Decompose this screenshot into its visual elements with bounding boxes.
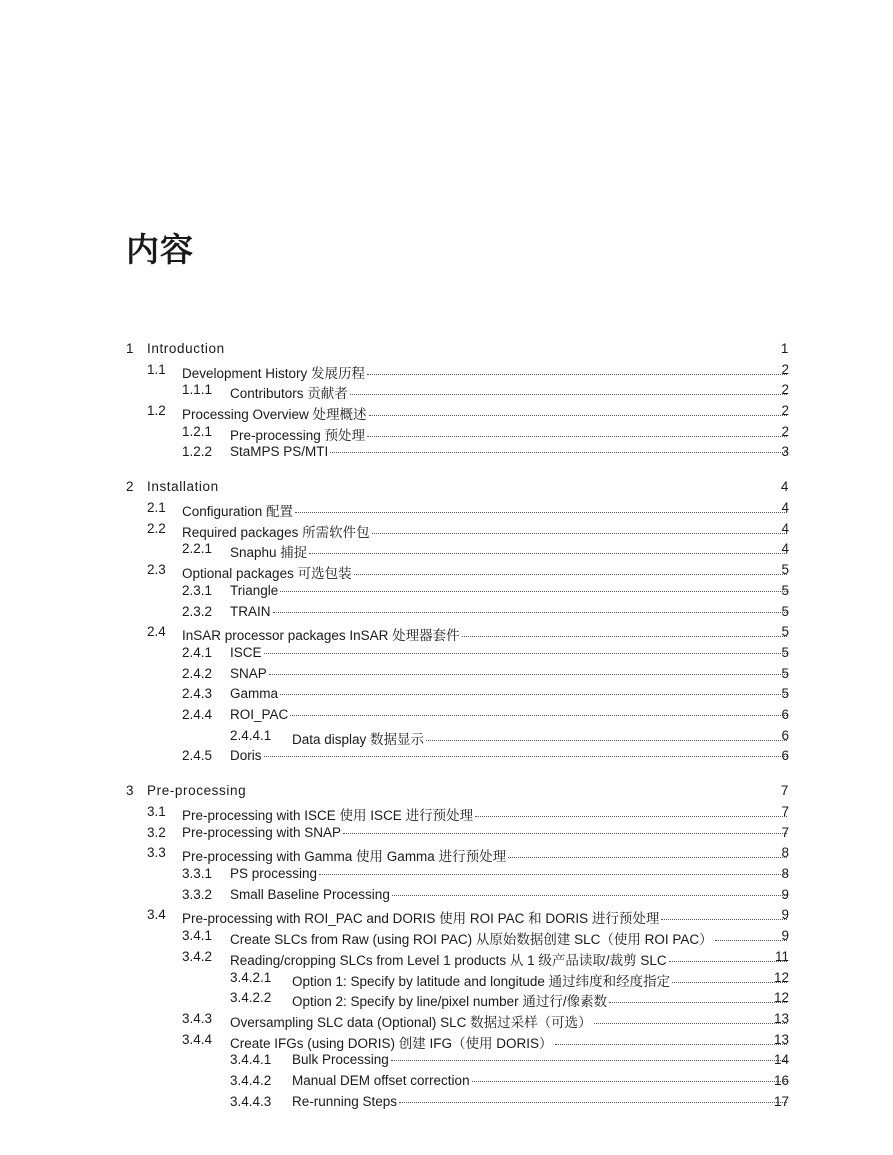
- toc-chapter-row[interactable]: [0, 339, 893, 360]
- toc-entry-title[interactable]: Create SLCs from Raw (using ROI PAC) 从原始数据创建 SLC（使用 ROI PAC）: [230, 932, 713, 948]
- toc-entry-title[interactable]: Required packages 所需软件包: [182, 524, 370, 540]
- dot-leader: [295, 512, 787, 513]
- toc-entry-row[interactable]: [0, 905, 893, 926]
- toc-page-number[interactable]: 12: [773, 969, 789, 985]
- toc-entry-number: 3.1: [147, 804, 166, 820]
- toc-entry-row[interactable]: [0, 380, 893, 401]
- toc-entry-title[interactable]: Data display 数据显示: [292, 731, 425, 747]
- toc-entry-row[interactable]: [0, 705, 893, 726]
- toc-entry-title[interactable]: Processing Overview 处理概述: [182, 407, 367, 423]
- toc-entry-title-line: [230, 541, 788, 561]
- toc-entry-title[interactable]: Pre-processing 预处理: [230, 427, 366, 443]
- toc-entry-row[interactable]: [0, 519, 893, 540]
- dot-leader: [609, 1002, 787, 1003]
- toc-page-number[interactable]: 5: [781, 624, 789, 640]
- dot-leader: [367, 374, 787, 375]
- toc-page-number[interactable]: 9: [781, 928, 789, 944]
- toc-entry-row[interactable]: [0, 843, 893, 864]
- toc-entry-row[interactable]: [0, 442, 893, 463]
- toc-entry-number: 2.3: [147, 562, 166, 578]
- toc-entry-title-line: [292, 1094, 788, 1109]
- toc-chapter-row[interactable]: [0, 477, 893, 498]
- toc-entry-title-line: [230, 887, 788, 902]
- toc-entry-title-line: [292, 990, 788, 1010]
- toc-entry-title[interactable]: Installation: [147, 479, 219, 495]
- dot-leader: [399, 1102, 787, 1103]
- toc-entry-number: 3.4.4.2: [230, 1072, 272, 1088]
- toc-entry-number: 2.4.4: [182, 706, 213, 722]
- dot-leader: [280, 694, 787, 695]
- toc-entry-title[interactable]: Snaphu 捕捉: [230, 545, 308, 561]
- toc-entry-title[interactable]: Pre-processing with ISCE 使用 ISCE 进行预处理: [182, 808, 474, 824]
- toc-page-number[interactable]: 12: [773, 990, 789, 1006]
- toc-page-number[interactable]: 5: [781, 603, 789, 619]
- toc-entry-number: 2.4.4.1: [230, 727, 272, 743]
- toc-entry-row[interactable]: [0, 602, 893, 623]
- toc-entry-title-line: [182, 521, 788, 541]
- toc-entry-number: 2.4.3: [182, 686, 213, 702]
- toc-page-number[interactable]: 6: [781, 748, 789, 764]
- toc-entry-number: 3.3.2: [182, 886, 213, 902]
- toc-page-number[interactable]: 5: [781, 686, 789, 702]
- toc-entry-number: 2.3.2: [182, 603, 213, 619]
- toc-entry-number: 3.3: [147, 845, 166, 861]
- dot-leader: [555, 1044, 787, 1045]
- dot-leader: [372, 533, 787, 534]
- dot-leader: [280, 591, 787, 592]
- dot-leader: [472, 1081, 787, 1082]
- toc-page-number[interactable]: 8: [781, 845, 789, 861]
- toc-entry-title-line: [182, 362, 788, 382]
- dot-leader: [273, 612, 788, 613]
- toc-entry-number: 2.2.1: [182, 541, 213, 557]
- toc-entry-title[interactable]: PS processing: [230, 866, 318, 882]
- toc-entry-title[interactable]: Re-running Steps: [292, 1093, 398, 1109]
- toc-entry-title[interactable]: SNAP: [230, 665, 267, 681]
- toc-entry-title[interactable]: Pre-processing with Gamma 使用 Gamma 进行预处理: [182, 849, 507, 865]
- dot-leader: [669, 961, 787, 962]
- toc-page-number[interactable]: 3: [781, 444, 789, 460]
- toc-entry-row[interactable]: [0, 422, 893, 443]
- toc-entry-title[interactable]: Create IFGs (using DORIS) 创建 IFG（使用 DORIS）: [230, 1035, 553, 1051]
- toc-entry-number: 2.4.5: [182, 748, 213, 764]
- toc-entry-title[interactable]: Gamma: [230, 686, 279, 702]
- toc-entry-title-line: [230, 424, 788, 444]
- toc-entry-number: 2.2: [147, 520, 166, 536]
- toc-entry-row[interactable]: [0, 622, 893, 643]
- toc-entry-row[interactable]: [0, 823, 893, 844]
- dot-leader: [319, 874, 787, 875]
- toc-entry-title[interactable]: Small Baseline Processing: [230, 886, 390, 902]
- toc-entry-title[interactable]: Optional packages 可选包装: [182, 566, 352, 582]
- toc-entry-number: 1.2.1: [182, 423, 213, 439]
- toc-entry-row[interactable]: [0, 947, 893, 968]
- toc-entry-title-line: [182, 403, 788, 423]
- dot-leader: [715, 940, 787, 941]
- dot-leader: [309, 553, 787, 554]
- toc-entry-row[interactable]: [0, 746, 893, 767]
- page-title: 内容: [126, 230, 194, 269]
- toc-entry-title-line: [230, 444, 788, 459]
- toc-page-number[interactable]: 7: [781, 804, 789, 820]
- dot-leader: [462, 636, 787, 637]
- toc-entry-number: 1.2.2: [182, 444, 213, 460]
- toc-page-number[interactable]: 11: [774, 948, 789, 964]
- toc-entry-number: 2.4: [147, 624, 166, 640]
- toc-entry-number: 3.2: [147, 824, 166, 840]
- toc-page-number[interactable]: 5: [781, 562, 789, 578]
- toc-entry-number: 3.4.4: [182, 1031, 213, 1047]
- toc-entry-number: 2.1: [147, 500, 166, 516]
- toc-page-number[interactable]: 6: [781, 727, 789, 743]
- dot-leader: [391, 1060, 787, 1061]
- dot-leader: [354, 574, 787, 575]
- toc-entry-title-line: [147, 783, 788, 798]
- dot-leader: [269, 674, 787, 675]
- dot-leader: [264, 653, 787, 654]
- dot-leader: [367, 436, 787, 437]
- toc-page-number[interactable]: 6: [781, 706, 789, 722]
- toc-page-number[interactable]: 1: [780, 341, 789, 356]
- toc-entry-title-line: [230, 1032, 788, 1052]
- toc-entry-title[interactable]: Oversampling SLC data (Optional) SLC 数据过采样（可选）: [230, 1014, 592, 1030]
- toc-entry-title[interactable]: Triangle: [230, 582, 279, 598]
- toc-entry-number: 3.4.4.1: [230, 1052, 272, 1068]
- toc-entry-row[interactable]: [0, 726, 893, 747]
- toc-entry-title-line: [230, 748, 788, 763]
- toc-entry-title-line: [292, 728, 788, 748]
- toc-entry-row[interactable]: [0, 968, 893, 989]
- toc-page-number[interactable]: 5: [781, 582, 789, 598]
- toc-entry-row[interactable]: [0, 360, 893, 381]
- toc-entry-title[interactable]: Contributors 贡献者: [230, 386, 348, 402]
- toc-page-number[interactable]: 5: [781, 644, 789, 660]
- toc-entry-title-line: [182, 825, 788, 840]
- toc-entry-number: 1: [126, 341, 135, 356]
- toc-entry-title-line: [230, 928, 788, 948]
- toc-entry-title[interactable]: Introduction: [147, 341, 225, 356]
- toc-entry-row[interactable]: [0, 1071, 893, 1092]
- toc-entry-row[interactable]: [0, 498, 893, 519]
- toc-page-number[interactable]: 17: [773, 1093, 789, 1109]
- toc-entry-title[interactable]: Doris: [230, 748, 262, 764]
- toc-entry-title-line: [182, 562, 788, 582]
- toc-entry-row[interactable]: [0, 885, 893, 906]
- toc-page-number[interactable]: 13: [773, 1031, 789, 1047]
- toc-entry-title-line: [230, 583, 788, 598]
- toc-entry-number: 3.3.1: [182, 866, 213, 882]
- dot-leader: [369, 415, 787, 416]
- toc-entry-row[interactable]: [0, 539, 893, 560]
- toc-entry-title-line: [230, 1011, 788, 1031]
- toc-page-number[interactable]: 14: [773, 1052, 789, 1068]
- toc-page-number[interactable]: 9: [781, 907, 789, 923]
- dot-leader: [672, 982, 787, 983]
- toc-entry-number: 1.1.1: [182, 382, 213, 398]
- dot-leader: [290, 715, 787, 716]
- toc-page-number[interactable]: 4: [781, 520, 789, 536]
- toc-entry-number: 3.4.2: [182, 948, 213, 964]
- toc-entry-title[interactable]: ROI_PAC: [230, 706, 289, 722]
- toc-entry-title-line: [182, 500, 788, 520]
- toc-entry-title[interactable]: Option 1: Specify by latitude and longitude 通过纬度和经度指定: [292, 973, 671, 989]
- toc-chapter-row[interactable]: [0, 781, 893, 802]
- toc-entry-row[interactable]: [0, 1092, 893, 1113]
- toc-page-number[interactable]: 7: [781, 824, 789, 840]
- dot-leader: [508, 857, 787, 858]
- toc-entry-row[interactable]: [0, 926, 893, 947]
- toc-entry-row[interactable]: [0, 802, 893, 823]
- toc-page-number[interactable]: 4: [780, 479, 789, 495]
- toc-entry-title-line: [147, 341, 788, 356]
- toc-entry-row[interactable]: [0, 1009, 893, 1030]
- toc-entry-title-line: [182, 804, 788, 824]
- toc-entry-number: 3.4.2.1: [230, 969, 272, 985]
- toc-entry-title[interactable]: StaMPS PS/MTI: [230, 444, 329, 460]
- toc-entry-title-line: [230, 604, 788, 619]
- toc-entry-title-line: [230, 707, 788, 722]
- toc-entry-number: 1.1: [147, 361, 166, 377]
- toc-page-number[interactable]: 4: [781, 541, 789, 557]
- toc-entry-number: 2.3.1: [182, 582, 213, 598]
- toc-page-number[interactable]: 2: [781, 403, 789, 419]
- toc-entry-number: 3.4.3: [182, 1010, 213, 1026]
- toc-page-number[interactable]: 13: [773, 1010, 789, 1026]
- toc-entry-title-line: [230, 666, 788, 681]
- toc-entry-row[interactable]: [0, 684, 893, 705]
- toc-entry-title-line: [230, 866, 788, 881]
- toc-entry-title[interactable]: Development History 发展历程: [182, 365, 366, 381]
- toc-entry-title-line: [147, 479, 788, 494]
- dot-leader: [594, 1023, 787, 1024]
- toc-entry-row[interactable]: [0, 1050, 893, 1071]
- dot-leader: [426, 740, 787, 741]
- toc-page-number[interactable]: 7: [780, 783, 789, 799]
- toc-entry-title[interactable]: Pre-processing: [147, 783, 247, 799]
- toc-entry-title-line: [292, 970, 788, 990]
- toc-page-number[interactable]: 4: [781, 500, 789, 516]
- toc-entry-title-line: [230, 382, 788, 402]
- toc-entry-row[interactable]: [0, 401, 893, 422]
- dot-leader: [661, 919, 787, 920]
- toc-page-number[interactable]: 16: [773, 1072, 789, 1088]
- toc-entry-number: 3.4.1: [182, 928, 213, 944]
- toc-entry-title-line: [292, 1073, 788, 1088]
- toc-page-number[interactable]: 8: [781, 866, 789, 882]
- toc-entry-title[interactable]: Pre-processing with ROI_PAC and DORIS 使用 ROI PAC 和 DORIS 进行预处理: [182, 911, 660, 927]
- toc-entry-title[interactable]: Pre-processing with SNAP: [182, 824, 342, 840]
- toc-entry-row[interactable]: [0, 581, 893, 602]
- toc-entry-row[interactable]: [0, 988, 893, 1009]
- toc-entry-row[interactable]: [0, 560, 893, 581]
- dot-leader: [350, 394, 787, 395]
- toc-page-number[interactable]: 5: [781, 665, 789, 681]
- toc-entry-title-line: [230, 686, 788, 701]
- dot-leader: [475, 816, 787, 817]
- toc-entry-number: 3.4.4.3: [230, 1093, 272, 1109]
- toc-entry-title-line: [292, 1052, 788, 1067]
- toc-entry-number: 3: [126, 783, 135, 799]
- table-of-contents: [0, 339, 893, 1112]
- dot-leader: [330, 452, 787, 453]
- toc-entry-number: 2: [126, 479, 135, 495]
- toc-entry-number: 2.4.1: [182, 644, 213, 660]
- toc-entry-title[interactable]: Configuration 配置: [182, 504, 294, 520]
- toc-entry-title[interactable]: Option 2: Specify by line/pixel number 通过行/像素数: [292, 994, 608, 1010]
- toc-entry-title[interactable]: Reading/cropping SLCs from Level 1 products 从 1 级产品读取/裁剪 SLC: [230, 952, 667, 968]
- toc-page-number[interactable]: 9: [781, 886, 789, 902]
- toc-entry-number: 2.4.2: [182, 665, 213, 681]
- toc-entry-title-line: [182, 624, 788, 644]
- toc-entry-title[interactable]: ISCE: [230, 644, 262, 660]
- toc-entry-number: 1.2: [147, 403, 166, 419]
- toc-page-number[interactable]: 2: [781, 423, 789, 439]
- toc-entry-row[interactable]: [0, 864, 893, 885]
- toc-entry-title-line: [230, 645, 788, 660]
- toc-entry-title[interactable]: Bulk Processing: [292, 1052, 389, 1068]
- toc-entry-number: 3.4.2.2: [230, 990, 272, 1006]
- toc-entry-row[interactable]: [0, 1030, 893, 1051]
- toc-entry-title[interactable]: TRAIN: [230, 603, 271, 619]
- toc-entry-title[interactable]: Manual DEM offset correction: [292, 1072, 470, 1088]
- toc-page-number[interactable]: 2: [781, 361, 789, 377]
- toc-entry-number: 3.4: [147, 907, 166, 923]
- toc-page-number[interactable]: 2: [781, 382, 789, 398]
- dot-leader: [343, 833, 787, 834]
- toc-entry-title-line: [182, 845, 788, 865]
- toc-entry-title[interactable]: InSAR processor packages InSAR 处理器套件: [182, 628, 460, 644]
- toc-entry-row[interactable]: [0, 664, 893, 685]
- toc-entry-title-line: [230, 949, 788, 969]
- dot-leader: [264, 756, 787, 757]
- dot-leader: [392, 895, 787, 896]
- toc-entry-row[interactable]: [0, 643, 893, 664]
- toc-entry-title-line: [182, 907, 788, 927]
